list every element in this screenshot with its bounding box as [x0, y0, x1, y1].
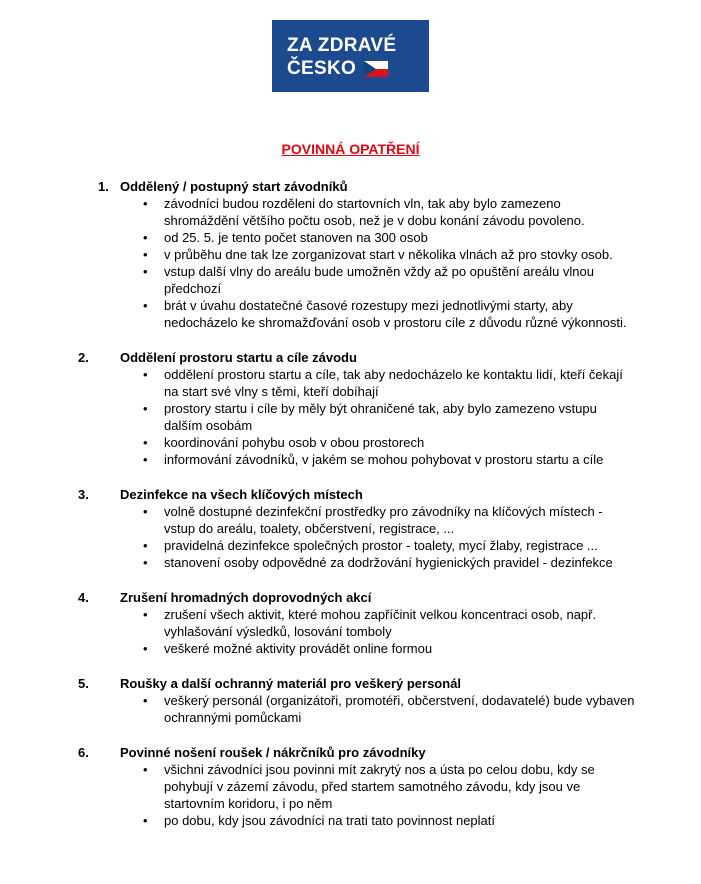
section-heading	[0, 178, 701, 195]
measures-list	[0, 178, 701, 829]
list-item	[0, 761, 701, 812]
bullet-list	[0, 692, 701, 726]
list-item-text: brát v úvahu dostatečné časové rozestupy mezi jednotlivými starty, aby nedocházelo ke shromažďování osob v prostoru cíle z důvodu různé výkonnosti.	[164, 298, 627, 330]
bullet-icon: •	[143, 298, 148, 313]
list-item	[0, 195, 701, 229]
section-title: Zrušení hromadných doprovodných akcí	[120, 590, 372, 605]
list-item-text: stanovení osoby odpovědné za dodržování hygienických pravidel - dezinfekce	[164, 555, 613, 570]
list-item-text: oddělení prostoru startu a cíle, tak aby nedocházelo ke kontaktu lidí, kteří čekají na start své vlny s těmi, kteří dobíhají	[164, 367, 623, 399]
page-title: POVINNÁ OPATŘENÍ	[281, 141, 420, 157]
section-heading	[0, 675, 701, 692]
section-title: Oddělení prostoru startu a cíle závodu	[120, 350, 357, 365]
section-number: 4.	[78, 590, 89, 605]
list-item	[0, 229, 701, 246]
section-6	[0, 744, 701, 829]
list-item	[0, 812, 701, 829]
bullet-icon: •	[143, 247, 148, 262]
section-heading	[0, 589, 701, 606]
list-item	[0, 451, 701, 468]
list-item	[0, 366, 701, 400]
bullet-icon: •	[143, 641, 148, 656]
section-heading	[0, 744, 701, 761]
list-item-text: volně dostupné dezinfekční prostředky pro závodníky na klíčových místech - vstup do areálu, toalety, občerstvení, registrace, ...	[164, 504, 603, 536]
section-3	[0, 486, 701, 571]
section-number: 3.	[78, 487, 89, 502]
section-heading	[0, 486, 701, 503]
bullet-list	[0, 761, 701, 829]
bullet-icon: •	[143, 693, 148, 708]
section-heading	[0, 349, 701, 366]
list-item-text: prostory startu i cíle by měly být ohraničené tak, aby bylo zamezeno vstupu dalším osobám	[164, 401, 597, 433]
section-4	[0, 589, 701, 657]
bullet-icon: •	[143, 435, 148, 450]
list-item-text: zrušení všech aktivit, které mohou zapříčinit velkou koncentraci osob, např. vyhlašování výsledků, losování tomboly	[164, 607, 597, 639]
section-title: Povinné nošení roušek / nákrčníků pro závodníky	[120, 745, 426, 760]
bullet-icon: •	[143, 367, 148, 382]
section-title: Dezinfekce na všech klíčových místech	[120, 487, 363, 502]
list-item-text: po dobu, kdy jsou závodníci na trati tato povinnost neplatí	[164, 813, 495, 828]
section-number: 6.	[78, 745, 89, 760]
bullet-list	[0, 503, 701, 571]
list-item	[0, 263, 701, 297]
section-2	[0, 349, 701, 468]
logo-line-2	[287, 57, 429, 80]
bullet-icon: •	[143, 196, 148, 211]
list-item-text: pravidelná dezinfekce společných prostor - toalety, mycí žlaby, registrace ...	[164, 538, 598, 553]
list-item-text: vstup další vlny do areálu bude umožněn vždy až po opuštění areálu vlnou předchozí	[164, 264, 594, 296]
list-item	[0, 297, 701, 331]
list-item	[0, 434, 701, 451]
bullet-list	[0, 366, 701, 468]
section-number: 2.	[78, 350, 89, 365]
list-item-text: všichni závodníci jsou povinni mít zakrytý nos a ústa po celou dobu, kdy se pohybují v zázemí závodu, před startem samotného závodu, kdy jsou ve startovním koridoru, i po něm	[164, 762, 595, 811]
bullet-icon: •	[143, 813, 148, 828]
list-item-text: informování závodníků, v jakém se mohou pohybovat v prostoru startu a cíle	[164, 452, 604, 467]
list-item	[0, 537, 701, 554]
list-item-text: koordinování pohybu osob v obou prostorech	[164, 435, 425, 450]
list-item	[0, 400, 701, 434]
list-item	[0, 554, 701, 571]
bullet-icon: •	[143, 452, 148, 467]
bullet-icon: •	[143, 538, 148, 553]
list-item	[0, 246, 701, 263]
section-5	[0, 675, 701, 726]
bullet-list	[0, 606, 701, 657]
section-1	[0, 178, 701, 331]
bullet-icon: •	[143, 555, 148, 570]
list-item	[0, 692, 701, 726]
bullet-list	[0, 195, 701, 331]
bullet-icon: •	[143, 401, 148, 416]
list-item-text: veškerý personál (organizátoři, promotéři, občerstvení, dodavatelé) bude vybaven ochrannými pomůckami	[164, 693, 635, 725]
bullet-icon: •	[143, 230, 148, 245]
list-item	[0, 606, 701, 640]
section-number: 5.	[78, 676, 89, 691]
section-title: Roušky a další ochranný materiál pro veškerý personál	[120, 676, 462, 691]
list-item-text: od 25. 5. je tento počet stanoven na 300 osob	[164, 230, 428, 245]
list-item-text: v průběhu dne tak lze zorganizovat start v několika vlnách až pro stovky osob.	[164, 247, 613, 262]
logo-text-2: ČESKO	[287, 58, 357, 79]
list-item	[0, 640, 701, 657]
list-item-text: veškeré možné aktivity provádět online formou	[164, 641, 433, 656]
logo	[272, 20, 429, 92]
list-item-text: závodníci budou rozděleni do startovních vln, tak aby bylo zamezeno shromáždění většího počtu osob, než je v dobu konání závodu povoleno.	[164, 196, 585, 228]
bullet-icon: •	[143, 607, 148, 622]
bullet-icon: •	[143, 504, 148, 519]
logo-text-1: ZA ZDRAVÉ	[287, 35, 397, 56]
bullet-icon: •	[143, 762, 148, 777]
list-item	[0, 503, 701, 537]
section-number: 1.	[98, 179, 109, 194]
section-title: Oddělený / postupný start závodníků	[120, 179, 348, 194]
logo-line-1	[287, 34, 429, 57]
bullet-icon: •	[143, 264, 148, 279]
czech-flag-icon	[364, 61, 388, 77]
